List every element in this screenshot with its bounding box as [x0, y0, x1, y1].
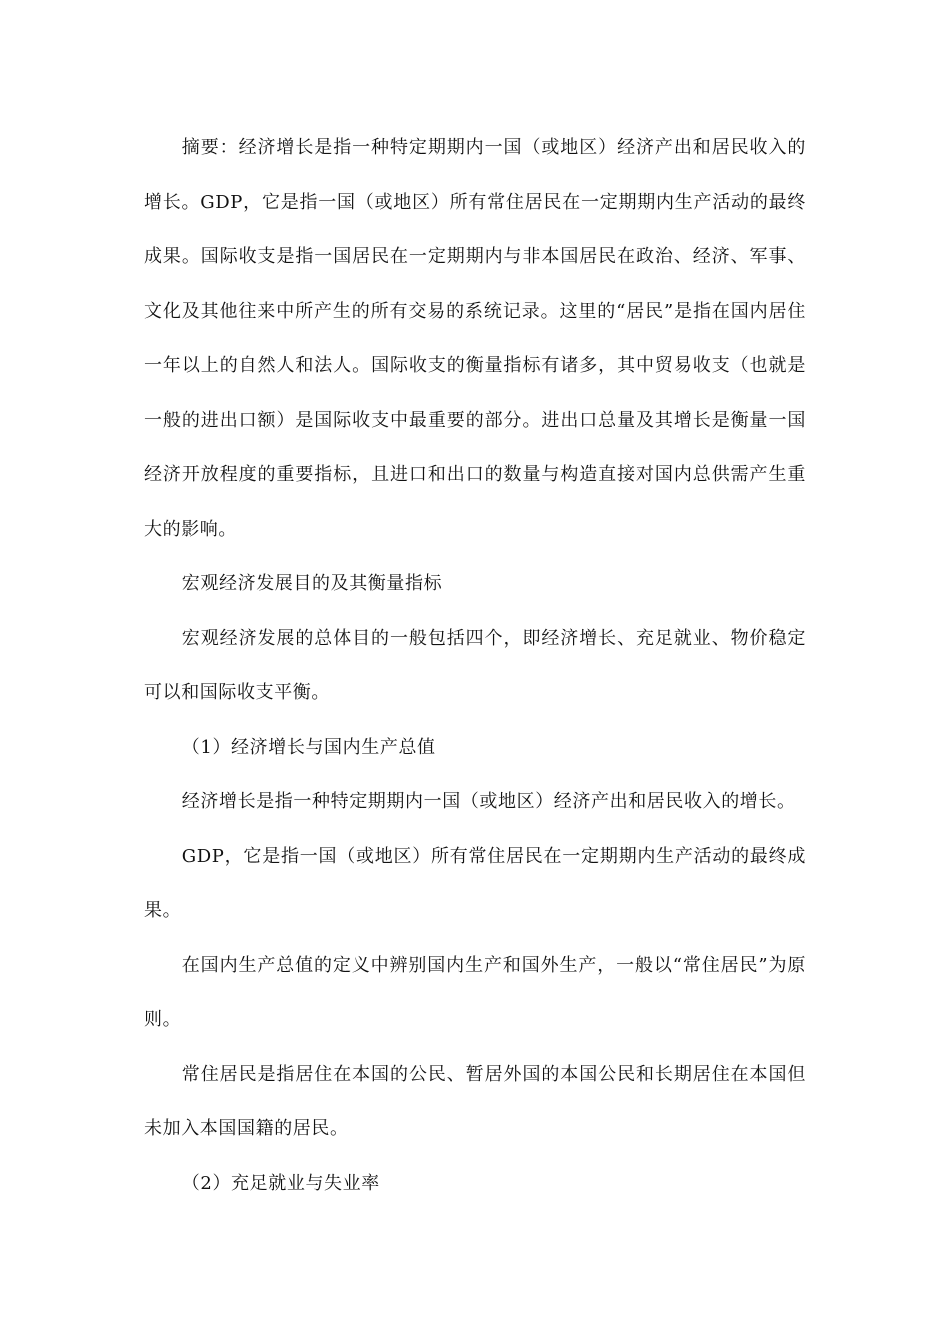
document-body — [144, 121, 806, 1211]
abstract-paragraph: 摘要：经济增长是指一种特定期期内一国（或地区）经济产出和居民收入的增长。GDP，它是指一国（或地区）所有常住居民在一定期期内生产活动的最终成果。国际收支是指一国居民在一定期期内与非本国居民在政治、经济、军事、文化及其他往来中所产生的所有交易的系统记录。这里的“居民”是指在国内居住一年以上的自然人和法人。国际收支的衡量指标有诸多，其中贸易收支（也就是一般的进出口额）是国际收支中最重要的部分。进出口总量及其增长是衡量一国经济开放程度的重要指标，且进口和出口的数量与构造直接对国内总供需产生重大的影响。 — [144, 137, 806, 540]
paragraph-gdp-definition: GDP，它是指一国（或地区）所有常住居民在一定期期内生产活动的最终成果。 — [144, 845, 806, 921]
paragraph-growth-definition: 经济增长是指一种特定期期内一国（或地区）经济产出和居民收入的增长。 — [181, 791, 796, 812]
section-heading-goals: 宏观经济发展目的及其衡量指标 — [181, 573, 443, 594]
subheading-growth-gdp: （1）经济增长与国内生产总值 — [181, 736, 436, 758]
subheading-employment: （2）充足就业与失业率 — [181, 1172, 380, 1194]
paragraph-goals: 宏观经济发展的总体目的一般包括四个，即经济增长、充足就业、物价稳定可以和国际收支平衡。 — [144, 627, 806, 703]
paragraph-resident-definition: 常住居民是指居住在本国的公民、暂居外国的本国公民和长期居住在本国但未加入本国国籍的居民。 — [144, 1063, 806, 1139]
paragraph-resident-principle: 在国内生产总值的定义中辨别国内生产和国外生产，一般以“常住居民”为原则。 — [144, 954, 806, 1030]
